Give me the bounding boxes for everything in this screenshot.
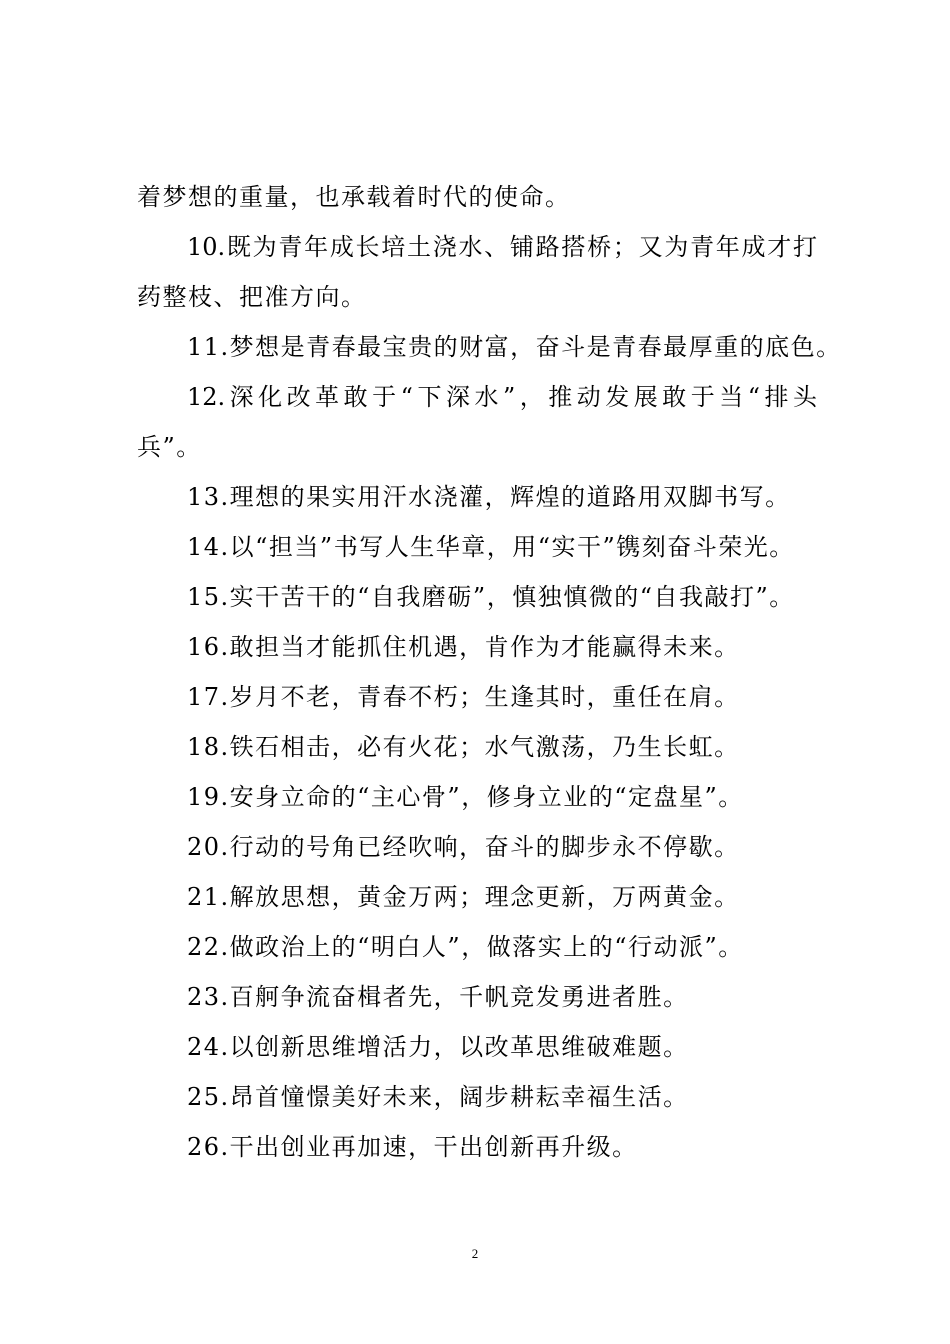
text-line: 19.安身立命的“主心骨”，修身立业的“定盘星”。 [187,783,744,811]
text-line: 13.理想的果实用汗水浇灌，辉煌的道路用双脚书写。 [187,483,791,511]
text-line: 药整枝、把准方向。 [137,283,367,311]
text-line: 兵”。 [137,433,202,461]
text-line: 20.行动的号角已经吹响，奋斗的脚步永不停歇。 [187,833,740,861]
text-line: 11.梦想是青春最宝贵的财富，奋斗是青春最厚重的底色。 [187,333,842,361]
text-line: 10.既为青年成长培土浇水、铺路搭桥；又为青年成才打 [187,233,817,261]
text-line: 着梦想的重量，也承载着时代的使命。 [137,183,571,211]
text-line: 23.百舸争流奋楫者先，千帆竞发勇进者胜。 [187,983,689,1011]
text-line: 21.解放思想，黄金万两；理念更新，万两黄金。 [187,883,740,911]
text-line: 24.以创新思维增活力，以改革思维破难题。 [187,1033,689,1061]
document-body [137,172,842,1172]
text-line: 25.昂首憧憬美好未来，阔步耕耘幸福生活。 [187,1083,689,1111]
text-line: 26.干出创业再加速，干出创新再升级。 [187,1133,638,1161]
text-line: 12.深化改革敢于“下深水”，推动发展敢于当“排头 [187,383,817,411]
text-line: 16.敢担当才能抓住机遇，肯作为才能赢得未来。 [187,633,740,661]
text-line: 15.实干苦干的“自我磨砺”，慎独慎微的“自我敲打”。 [187,583,795,611]
text-line: 17.岁月不老，青春不朽；生逢其时，重任在肩。 [187,683,740,711]
text-line: 14.以“担当”书写人生华章，用“实干”镌刻奋斗荣光。 [187,533,795,561]
page-number: 2 [471,1246,479,1261]
text-line: 22.做政治上的“明白人”，做落实上的“行动派”。 [187,933,744,961]
text-line: 18.铁石相击，必有火花；水气激荡，乃生长虹。 [187,733,740,761]
